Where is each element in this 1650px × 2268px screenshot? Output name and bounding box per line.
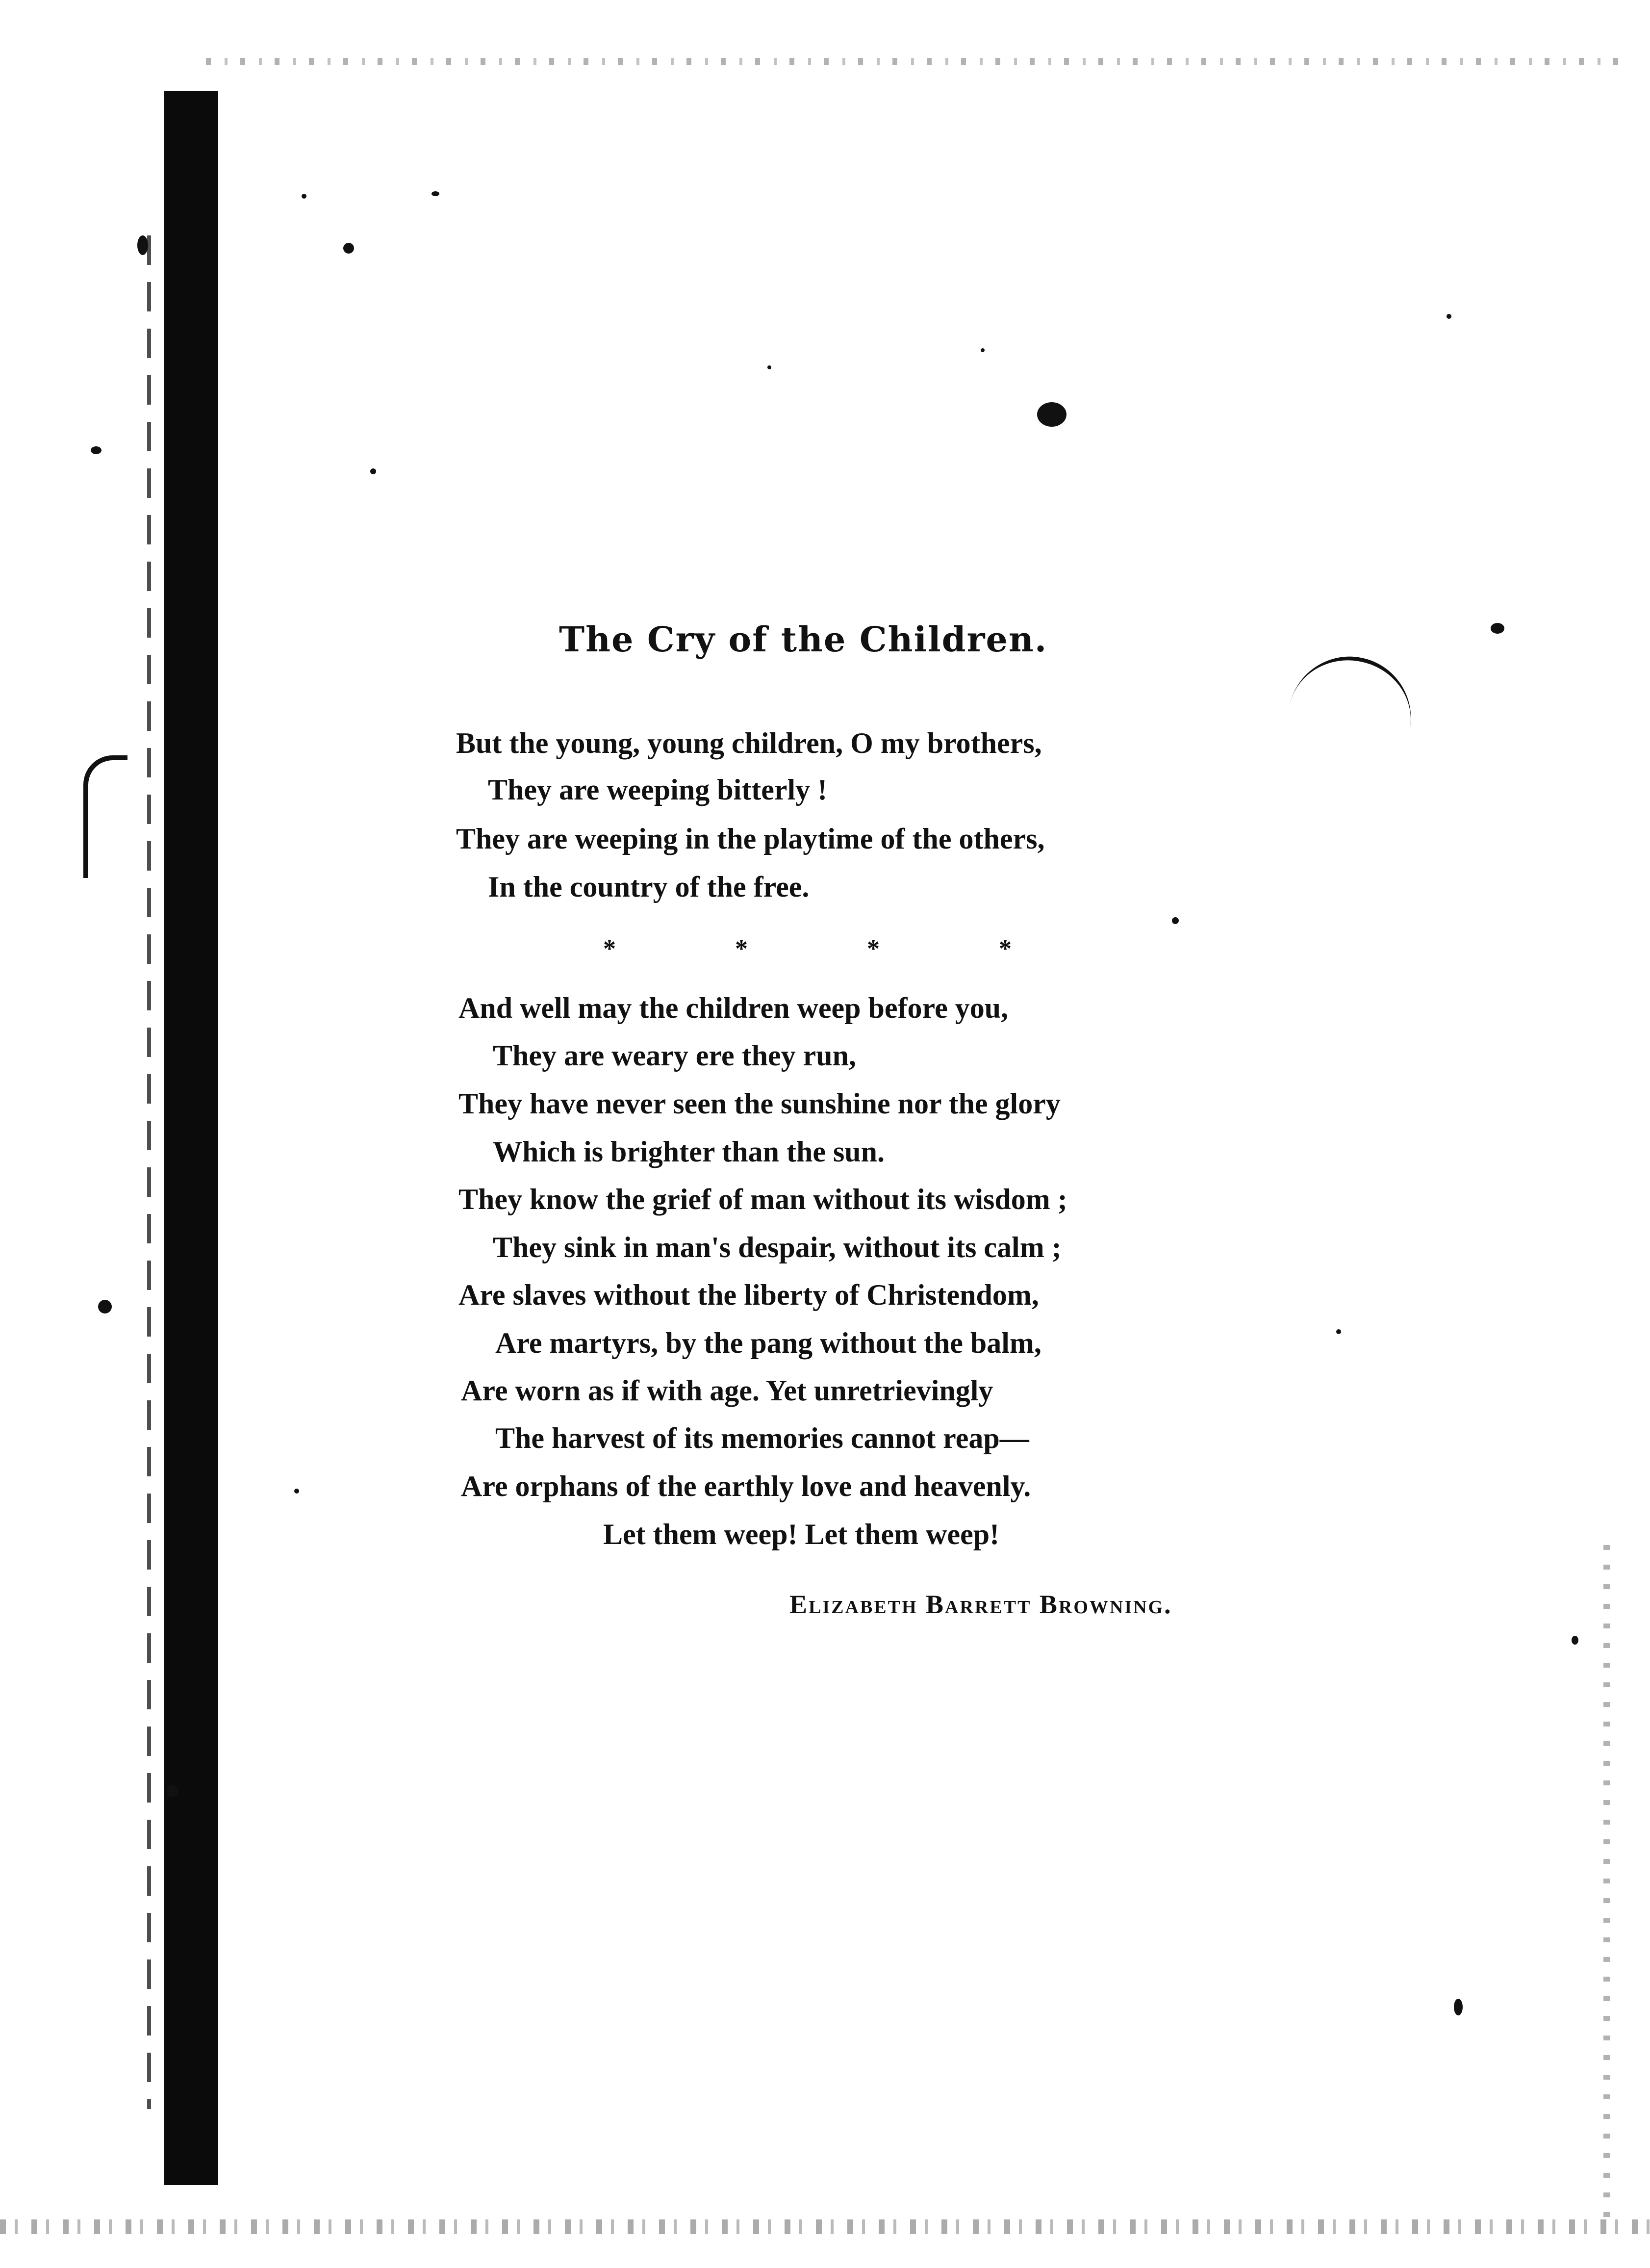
ink-speck bbox=[1336, 1329, 1341, 1334]
ink-speck bbox=[767, 365, 771, 369]
right-edge-noise bbox=[1603, 1545, 1610, 2232]
book-spine bbox=[164, 91, 218, 2185]
margin-arc-mark bbox=[1289, 645, 1422, 732]
top-edge-noise bbox=[206, 58, 1618, 65]
bottom-edge-noise bbox=[0, 2219, 1650, 2234]
poem-line: They know the grief of man without its wisdom ; bbox=[458, 1183, 1067, 1215]
poem-line: Are orphans of the earthly love and heavenly. bbox=[461, 1470, 1031, 1502]
ink-speck bbox=[98, 1300, 112, 1314]
poem-line: Let them weep! Let them weep! bbox=[603, 1518, 1000, 1550]
poem-line: They are weary ere they run, bbox=[493, 1039, 856, 1072]
poem-line: They are weeping bitterly ! bbox=[488, 773, 828, 806]
ink-speck bbox=[1447, 314, 1451, 319]
ink-blot bbox=[1037, 402, 1066, 427]
poem-line: They are weeping in the playtime of the others, bbox=[456, 823, 1045, 855]
ink-speck bbox=[1491, 623, 1504, 634]
poem-line: Are martyrs, by the pang without the balm, bbox=[495, 1327, 1041, 1359]
poem-title: The Cry of the Children. bbox=[559, 619, 1048, 660]
ink-speck bbox=[1172, 917, 1179, 924]
poem-line: Which is brighter than the sun. bbox=[493, 1135, 885, 1168]
ink-speck bbox=[343, 243, 354, 254]
ink-speck bbox=[370, 468, 376, 474]
poem-line: But the young, young children, O my brothers, bbox=[456, 727, 1042, 759]
ink-speck bbox=[91, 446, 102, 454]
poem-line: Are worn as if with age. Yet unretrievingly bbox=[461, 1374, 993, 1407]
poem-line: The harvest of its memories cannot reap— bbox=[495, 1422, 1029, 1454]
poem-line: Are slaves without the liberty of Christendom, bbox=[458, 1279, 1039, 1311]
section-separator: * * * * bbox=[603, 935, 1012, 963]
ink-speck bbox=[294, 1489, 299, 1494]
poem-line: And well may the children weep before you, bbox=[458, 992, 1009, 1024]
ink-speck bbox=[302, 194, 306, 199]
poem-line: In the country of the free. bbox=[488, 871, 810, 903]
ink-speck bbox=[981, 348, 985, 352]
poem-line: They have never seen the sunshine nor the glory bbox=[458, 1087, 1061, 1120]
ink-speck bbox=[1572, 1636, 1578, 1645]
poem-line: They sink in man's despair, without its calm ; bbox=[493, 1231, 1062, 1263]
poem-author: Elizabeth Barrett Browning. bbox=[789, 1590, 1172, 1619]
spine-edge-marks bbox=[147, 235, 151, 2109]
ink-speck bbox=[1454, 1999, 1463, 2015]
ink-speck bbox=[432, 191, 439, 196]
ink-speck bbox=[167, 1785, 178, 1797]
ink-speck bbox=[137, 235, 148, 255]
margin-bracket-mark bbox=[83, 755, 127, 878]
